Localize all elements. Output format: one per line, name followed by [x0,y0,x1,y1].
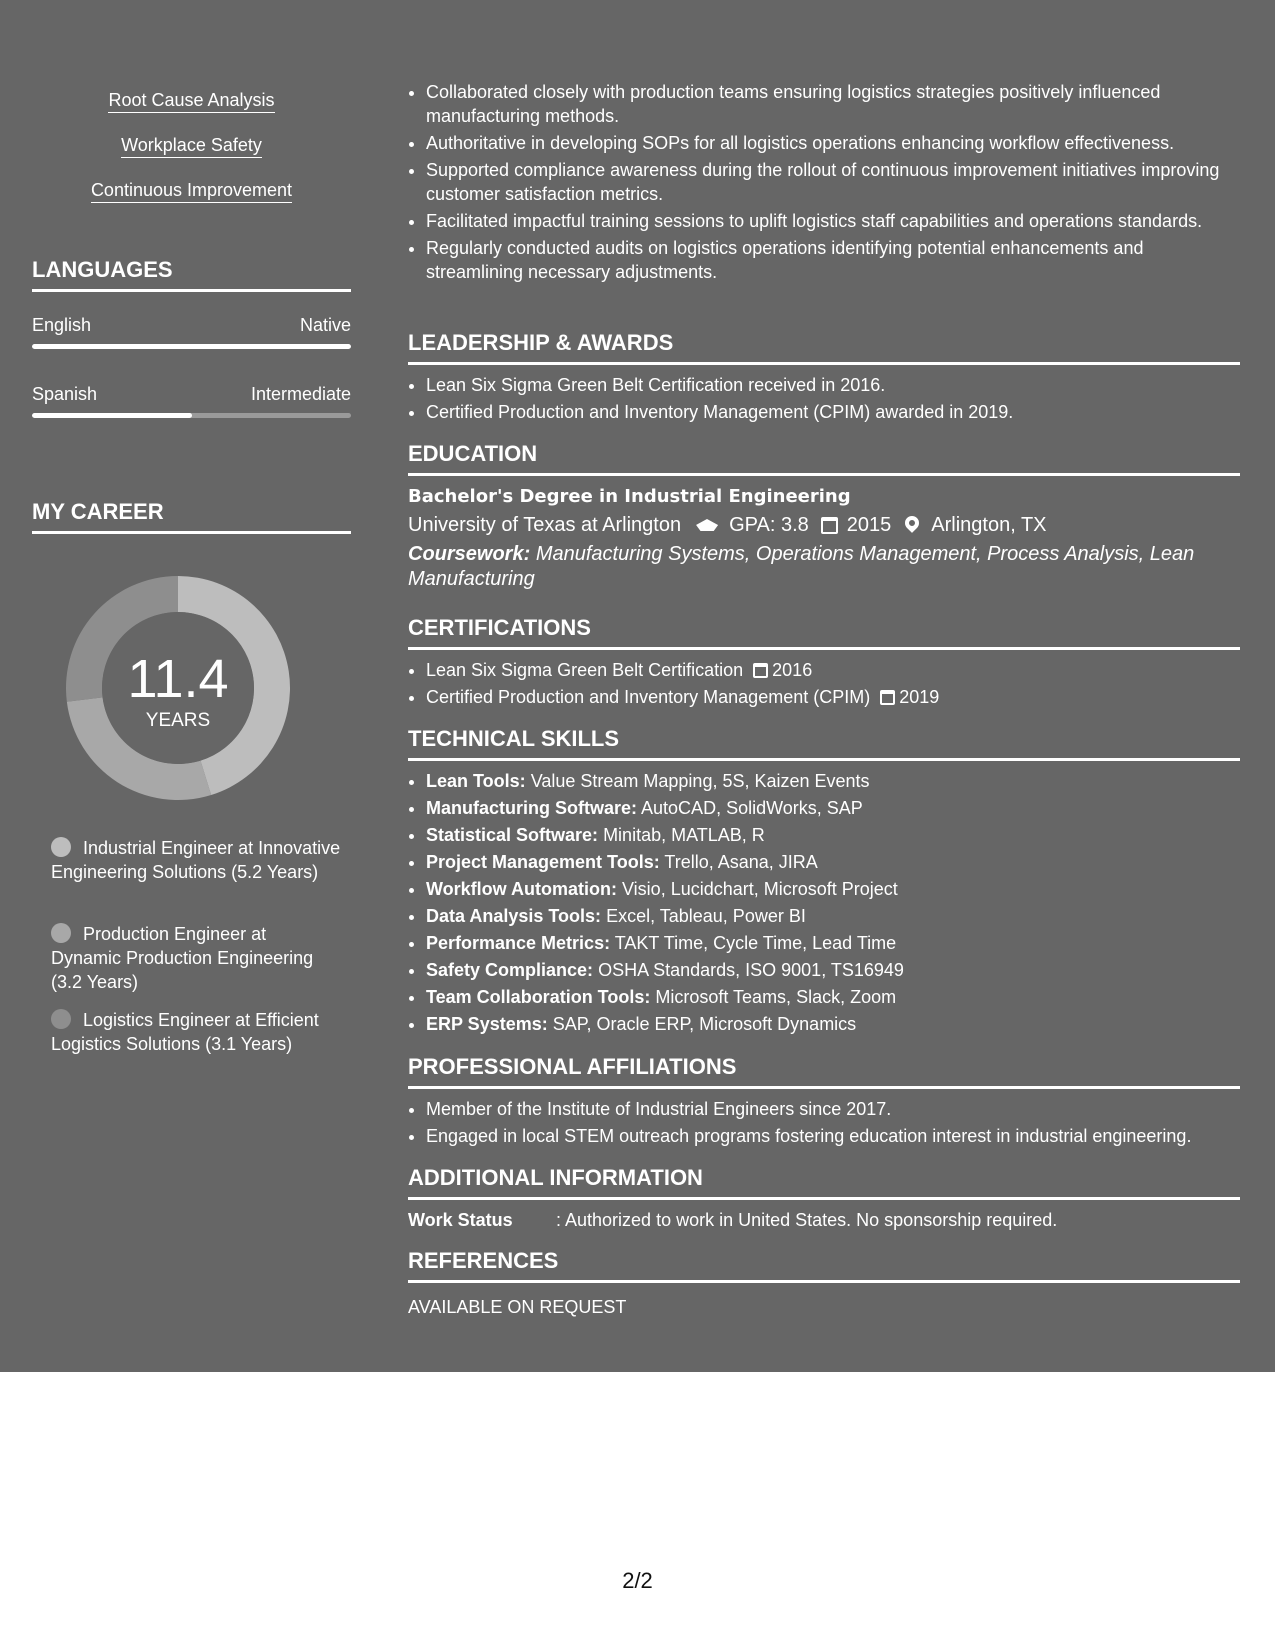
skill-item [32,88,351,112]
technical-skill-item [426,769,1240,793]
skill-item [32,133,351,157]
technical-skill-item [426,985,1240,1009]
skill-label: Root Cause Analysis [108,90,274,113]
affiliations-heading: PROFESSIONAL AFFILIATIONS [408,1053,1240,1089]
gpa: GPA: 3.8 [729,514,809,536]
references-section [408,1247,1240,1319]
experience-bullet: • Authoritative in developing SOPs for all logistics operations enhancing workflow effectiveness. [426,131,1240,155]
skill-category: Statistical Software: [426,825,599,845]
skill-category: Manufacturing Software: [426,798,638,818]
technical-skill-item [426,1012,1240,1036]
language-level: Intermediate [250,384,351,404]
certification-name: Certified Production and Inventory Management (CPIM) [426,687,871,707]
location-pin-icon [902,513,922,533]
technical-skill-item [426,850,1240,874]
references-text: AVAILABLE ON REQUEST [408,1297,627,1317]
technical-skill-item [426,931,1240,955]
technical-skill-item [426,877,1240,901]
language-row [32,314,351,336]
coursework-text: Manufacturing Systems, Operations Management, Process Analysis, Lean Manufacturing [408,543,1195,590]
additional-info-section [408,1164,1240,1232]
affiliations-section [408,1053,1240,1151]
languages-heading: LANGUAGES [32,256,351,292]
language-bar [32,413,351,418]
technical-skill-item [426,823,1240,847]
skill-values: Visio, Lucidchart, Microsoft Project [622,879,898,899]
skill-values: TAKT Time, Cycle Time, Lead Time [614,933,897,953]
skill-category: Safety Compliance: [426,960,594,980]
career-item [51,1008,341,1056]
skill-values: Excel, Tableau, Power BI [606,906,806,926]
skill-item [32,178,351,202]
skill-values: Microsoft Teams, Slack, Zoom [655,987,897,1007]
skill-label: Continuous Improvement [91,180,292,203]
experience-bullet: • Collaborated closely with production teams ensuring logistics strategies positively influenced manufacturing methods. [426,80,1240,128]
leadership-item: • Lean Six Sigma Green Belt Certification received in 2016. [426,373,1240,397]
career-heading: MY CAREER [32,498,351,534]
affiliation-item: • Member of the Institute of Industrial Engineers since 2017. [426,1097,1240,1121]
technical-skills-section [408,725,1240,1039]
additional-info-heading: ADDITIONAL INFORMATION [408,1164,1240,1200]
career-dot-icon [51,923,71,943]
career-unit: YEARS [145,710,211,731]
skill-category: Team Collaboration Tools: [426,987,651,1007]
language-bar [32,344,351,349]
certification-item [426,658,1240,682]
skill-values: OSHA Standards, ISO 9001, TS16949 [598,960,904,980]
work-status-row [408,1208,1240,1232]
calendar-icon [753,663,768,678]
language-level: Native [299,315,351,335]
skill-category: Project Management Tools: [426,852,660,872]
calendar-icon [821,517,838,534]
career-total: 11.4 [127,649,229,709]
certification-year: 2019 [899,687,940,707]
technical-skill-item [426,796,1240,820]
leadership-section [408,329,1240,427]
experience-bullet: • Supported compliance awareness during the rollout of continuous improvement initiatives improving customer satisfaction metrics. [426,158,1240,206]
skill-category: Performance Metrics: [426,933,611,953]
skill-category: Data Analysis Tools: [426,906,602,926]
skill-category: ERP Systems: [426,1014,548,1034]
certifications-section [408,614,1240,712]
skill-category: Workflow Automation: [426,879,617,899]
education-heading: EDUCATION [408,440,1240,476]
career-item [51,836,341,884]
career-dot-icon [51,837,71,857]
references-heading: REFERENCES [408,1247,1240,1283]
school-line [408,510,1240,540]
leadership-heading: LEADERSHIP & AWARDS [408,329,1240,365]
career-item [51,922,341,994]
leadership-item: • Certified Production and Inventory Management (CPIM) awarded in 2019. [426,400,1240,424]
language-name: English [32,315,92,335]
experience-bullet: • Facilitated impactful training sessions to uplift logistics staff capabilities and operations standards. [426,209,1240,233]
skill-values: Trello, Asana, JIRA [664,852,818,872]
certifications-heading: CERTIFICATIONS [408,614,1240,650]
skill-label: Workplace Safety [121,135,262,158]
page-number: 2/2 [622,1568,653,1593]
skill-category: Lean Tools: [426,771,526,791]
certification-name: Lean Six Sigma Green Belt Certification [426,660,744,680]
language-name: Spanish [32,384,98,404]
language-bar-fill [32,413,192,418]
affiliation-item: • Engaged in local STEM outreach programs fostering education interest in industrial engineering. [426,1124,1240,1148]
career-dot-icon [51,1009,71,1029]
technical-skills-heading: TECHNICAL SKILLS [408,725,1240,761]
skill-values: Minitab, MATLAB, R [603,825,765,845]
school-location: Arlington, TX [931,514,1047,536]
skill-values: AutoCAD, SolidWorks, SAP [641,798,863,818]
career-item-text: Production Engineer at Dynamic Production Engineering (3.2 Years) [51,924,314,992]
skill-values: SAP, Oracle ERP, Microsoft Dynamics [552,1014,857,1034]
language-row [32,383,351,405]
certification-item [426,685,1240,709]
school-name: University of Texas at Arlington [408,514,682,536]
technical-skill-item [426,904,1240,928]
education-section [408,440,1240,592]
career-donut-chart [66,576,290,800]
language-bar-fill [32,344,351,349]
work-status-label: Work Status [408,1210,513,1230]
coursework-label: Coursework: [408,543,531,565]
coursework [408,542,1240,592]
degree-title: Bachelor's Degree in Industrial Engineering [408,486,851,507]
calendar-icon [880,690,895,705]
career-item-text: Logistics Engineer at Efficient Logistics Solutions (3.1 Years) [51,1010,319,1054]
career-item-text: Industrial Engineer at Innovative Engineering Solutions (5.2 Years) [51,838,341,882]
technical-skill-item [426,958,1240,982]
graduation-year: 2015 [846,514,892,536]
certification-year: 2016 [772,660,813,680]
experience-bullet: • Regularly conducted audits on logistics operations identifying potential enhancements and streamlining necessary adjustments. [426,236,1240,284]
graduation-cap-icon [695,519,717,531]
experience-bullets [408,80,1240,287]
work-status-value: : Authorized to work in United States. No sponsorship required. [556,1210,1058,1230]
skill-values: Value Stream Mapping, 5S, Kaizen Events [530,771,870,791]
